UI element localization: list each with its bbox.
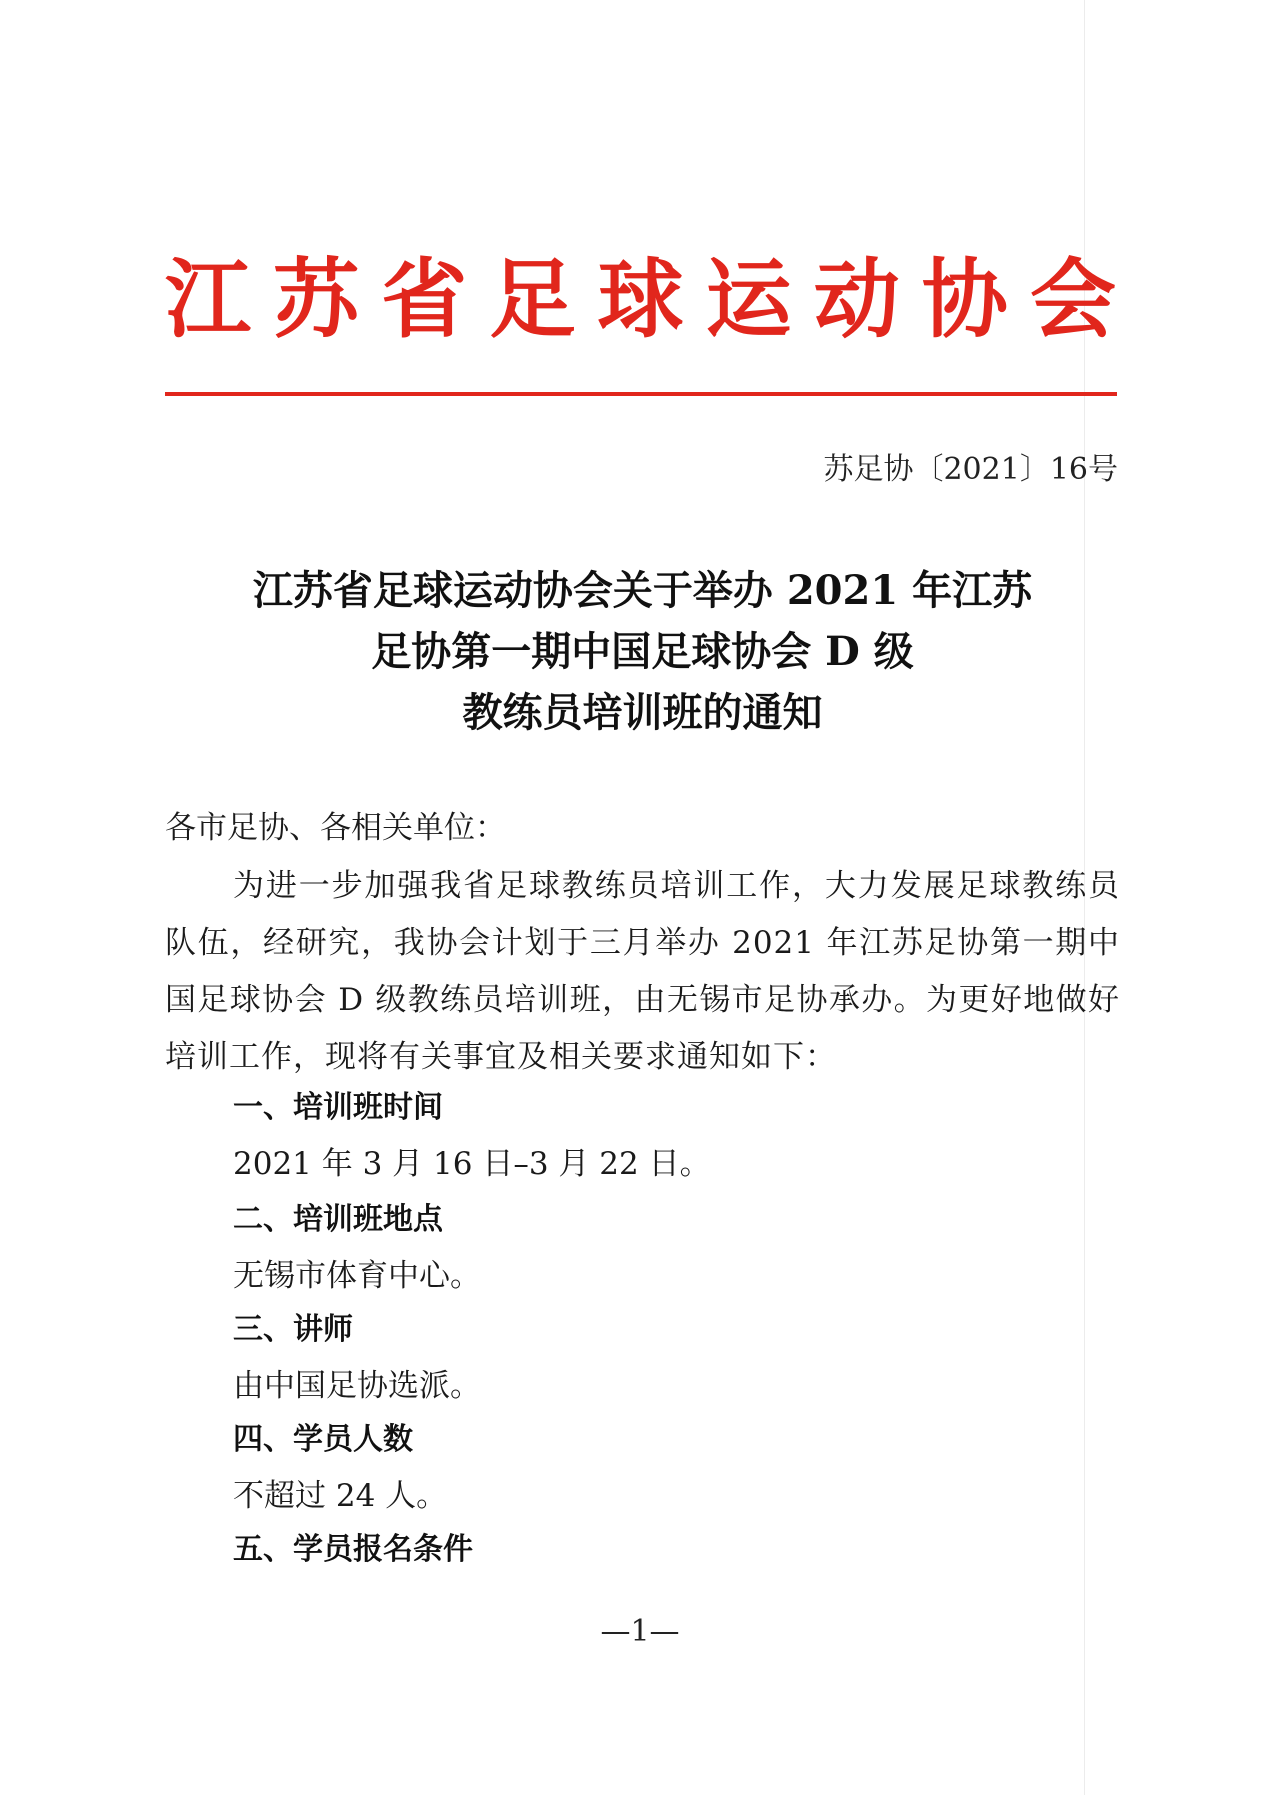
title-line-2: 足协第一期中国足球协会 D 级 [371,628,914,675]
section-content-count: 不超过 24 人。 [233,1478,448,1514]
intro-paragraph: 为进一步加强我省足球教练员培训工作，大力发展足球教练员队伍，经研究，我协会计划于三月举办 2021 年江苏足协第一期中国足球协会 D 级教练员培训班，由无锡市足协承办。为更好地做好培训工作，现将有关事宜及相关要求通知如下： [165,868,1120,1075]
page-number: —1— [600,1614,680,1649]
section-heading-location: 二、培训班地点 [233,1202,443,1237]
section-heading-lecturer: 三、讲师 [233,1312,353,1347]
salutation: 各市足协、各相关单位： [165,810,506,846]
section-content-lecturer: 由中国足协选派。 [233,1368,481,1404]
section-heading-requirements: 五、学员报名条件 [233,1532,473,1567]
org-letterhead: 江苏省足球运动协会 [165,249,1120,350]
title-line-1: 江苏省足球运动协会关于举办 2021 年江苏 [252,567,1033,614]
section-heading-count: 四、学员人数 [233,1422,413,1457]
letterhead-red-rule [165,392,1117,396]
section-heading-time: 一、培训班时间 [233,1090,443,1125]
document-number: 苏足协〔2021〕16号 [823,452,1118,487]
section-content-time: 2021 年 3 月 16 日–3 月 22 日。 [233,1146,711,1182]
title-line-3: 教练员培训班的通知 [462,689,823,736]
document-title [165,560,1120,743]
section-content-location: 无锡市体育中心。 [233,1258,481,1294]
